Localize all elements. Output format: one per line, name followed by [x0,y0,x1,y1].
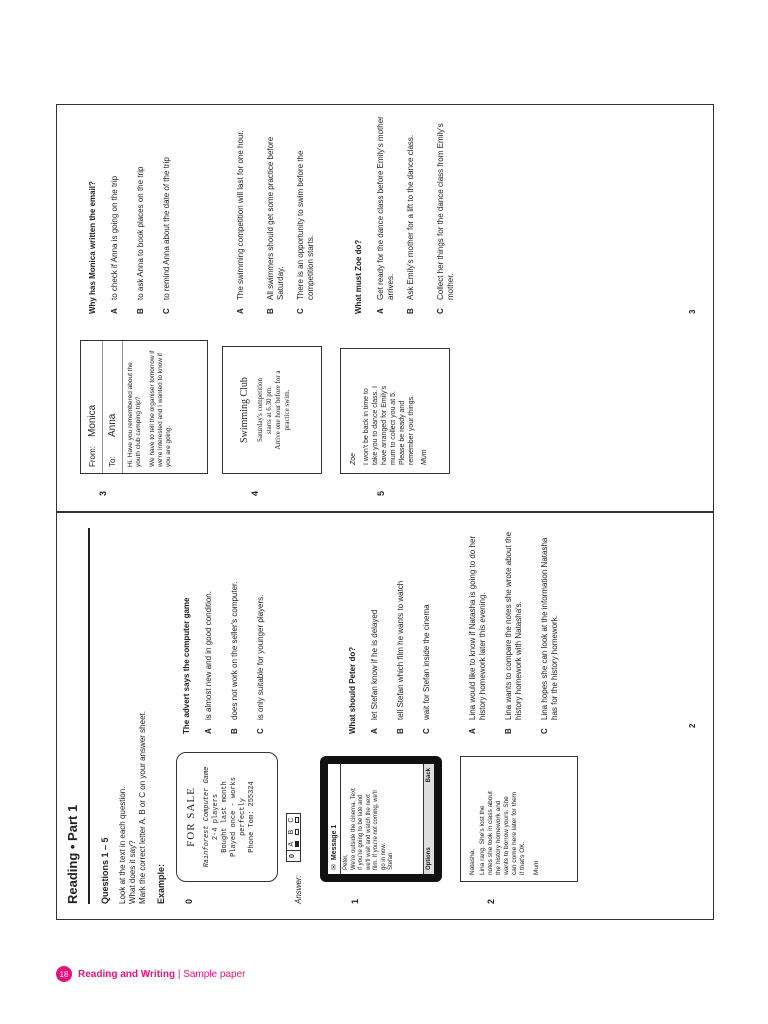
answer-label: Answer: [294,875,303,904]
zoe-note [340,348,450,474]
page-number-2: 2 [688,723,697,728]
answer-letter: C [288,817,295,823]
option-text: is only suitable for younger players. [256,594,265,720]
q1-option-a [370,610,380,734]
question-3-number: 3 [98,490,108,496]
phone-header-label: Message 1 [330,824,338,861]
option-text: Lina hopes she can look at the information Natasha has for the history homework. [540,537,559,720]
q0-option-b [230,582,240,735]
answer-choice-a [287,838,300,850]
advert-line-4: Played once - works [230,777,238,857]
note-line: Zoe [350,452,357,465]
note-line: can come here later for them [511,791,518,875]
message-line: Stefan [388,852,394,870]
option-text: Collect her things for the dance class from Emily's mother. [436,123,455,300]
q4-option-a [236,114,246,314]
message-line: if you're going to be late and [358,794,364,870]
option-text: Get ready for the dance class before Emily's mother arrives. [376,116,395,300]
option-text: does not work on the seller's computer. [230,581,239,720]
footer-section: Reading and Writing [78,968,176,980]
advert-line-6: Phone Tom: 255324 [248,781,256,853]
footer-subtitle: Sample paper [183,968,246,980]
footer-separator: | [175,968,184,980]
q2-option-c [540,524,560,734]
option-text: The swimming competition will last for one hour. [236,130,245,300]
questions-subheading: Questions 1 – 5 [100,837,110,904]
answer-mark [295,841,299,847]
sign-line: Arrive one hour before for a [274,370,282,450]
note-line: Natasha, [469,848,476,875]
option-text: is almost new and in good condition. [204,591,213,720]
sign-line: practice swim. [283,389,291,431]
note-line: remember your things. [408,394,415,465]
advert-title: FOR SALE [185,787,197,847]
right-page-content [58,106,712,510]
option-text: to check if Anna is going on the trip [110,175,119,300]
email-from-row [81,341,103,473]
option-letter: C [296,308,305,314]
note-line: the history homework and [495,800,502,875]
note-line: I won't be back in time to [363,388,370,465]
phone-screen [320,756,442,882]
sign-title: Swimming Club [239,377,250,443]
q4-option-c [296,114,316,314]
option-letter: B [396,728,405,734]
back-softkey[interactable]: Back [426,768,432,783]
option-letter: A [204,728,213,734]
option-letter: B [136,308,145,314]
option-text: wait for Stefan inside the cinema [422,604,431,720]
question-0-number: 0 [184,898,194,904]
message-line: we'll wait and watch the next [365,794,372,870]
option-letter: C [436,308,445,314]
phone-message [341,764,398,874]
note-line: have arranged for Emily's [381,385,388,465]
q2-option-b [504,524,524,734]
q1-option-c [422,604,432,734]
option-letter: C [256,728,265,734]
options-softkey[interactable]: Options [426,847,432,870]
phone-softkeys [423,764,434,874]
instruction-2: What does it say? [128,840,137,904]
sign-line: starts at 6.30 pm. [265,385,273,435]
option-letter: B [266,308,275,314]
email-body-paragraph-1: Hi. Have you remembered about the youth club camping trip? [127,362,142,467]
option-text: to remind Anna about the date of the trip [162,157,171,300]
q4-option-b [266,114,286,314]
option-letter: B [504,728,513,734]
option-letter: B [230,728,239,734]
email-window [80,340,208,474]
q0-option-c [256,595,266,734]
option-letter: C [422,728,431,734]
answer-choice-b [287,826,300,838]
option-letter: B [406,308,415,314]
swimming-club-sign [222,346,322,474]
left-page-content [58,514,712,918]
question-4-number: 4 [250,490,260,496]
answer-choice-c [287,814,300,826]
to-value: Anna [107,413,118,437]
instruction-1: Look at the text in each question. [118,786,127,904]
from-label: From: [88,446,97,467]
message-line: film. If you're not coming, we'll [373,790,379,870]
option-text: All swimmers should get some practice before Saturday. [266,136,285,300]
q1-option-b [396,581,406,734]
option-text: Lina would like to know if Natasha is going to do her history homework later this evening. [468,535,487,720]
handwritten-note [460,756,578,882]
for-sale-advert [176,752,278,882]
heading-rule [88,528,90,904]
note-line: Please be ready and [399,400,406,465]
message-line: Peter, [343,854,349,870]
sign-line: Saturday's competition [256,377,264,443]
question-1-text: What should Peter do? [348,646,357,734]
phone-header [328,764,341,874]
example-label: Example: [156,863,166,904]
question-5-text: What must Zoe do? [354,239,363,314]
question-1-number: 1 [350,898,360,904]
answer-letter: A [288,841,295,847]
option-text: There is an opportunity to swim before the competition starts. [296,150,315,300]
note-signature: Mum [421,449,428,465]
question-5-number: 5 [376,490,386,496]
advert-line-3: Bought last month [221,781,229,853]
footer-page-number: 18 [56,966,72,982]
q5-option-c [436,114,456,314]
left-page [56,512,714,920]
answer-box [295,829,299,835]
option-text: Ask Emily's mother for a lift to the dance class. [406,134,415,300]
question-2-number: 2 [486,898,496,904]
option-letter: A [468,728,477,734]
option-letter: C [540,728,549,734]
message-icon: ✉ [331,864,338,870]
option-text: let Stefan know if he is delayed [370,609,379,720]
question-0-text: The advert says the computer game [182,597,191,734]
option-letter: A [376,308,385,314]
page-footer [56,966,245,982]
option-letter: C [162,308,171,314]
option-letter: A [236,308,245,314]
q3-option-a [110,176,120,314]
option-text: tell Stefan which film he wants to watch [396,580,405,720]
note-line: wants to borrow yours. She [503,796,510,875]
answer-grid [286,813,301,862]
email-to-row [103,341,123,473]
answer-letter: B [288,829,295,835]
question-3-text: Why has Monica written the email? [88,181,97,314]
advert-line-5: perfectly [239,798,247,836]
option-letter: A [370,728,379,734]
answer-number: 0 [287,850,300,861]
section-heading: Reading • Part 1 [65,804,80,904]
option-text: Lina wants to compare the notes she wrote about the history homework with Natasha's. [504,531,523,720]
note-line: mum to collect you at 5. [390,391,397,465]
q3-option-c [162,157,172,314]
advert-line-1: Rainforest Computer Game [203,766,211,868]
q3-option-b [136,167,146,314]
message-line: go in now. [380,842,387,870]
page-number-3: 3 [688,309,697,314]
note-line: notes she took in class about [487,791,494,875]
q0-option-a [204,591,214,734]
option-text: to ask Anna to book places on the trip [136,166,145,300]
option-letter: A [110,308,119,314]
note-line: if that's OK. [519,841,526,875]
to-label: To: [108,456,117,467]
q5-option-a [376,114,396,314]
note-line: take you to dance class. I [372,386,379,465]
q5-option-b [406,114,416,314]
message-line: We're outside the cinema. Text [350,788,357,870]
q2-option-a [468,524,488,734]
from-value: Monica [87,404,98,437]
answer-box [295,817,299,823]
right-page [56,104,714,512]
note-line: Lina rang. She's lost the [479,805,486,875]
instruction-3: Mark the correct letter A, B or C on your answer sheet. [138,711,147,904]
advert-line-2: 2-4 players [212,793,220,841]
note-signature: Mum [533,860,540,875]
email-body-paragraph-2: We have to tell the organiser tomorrow if we're interested and I wanted to know if you are going. [149,350,172,467]
